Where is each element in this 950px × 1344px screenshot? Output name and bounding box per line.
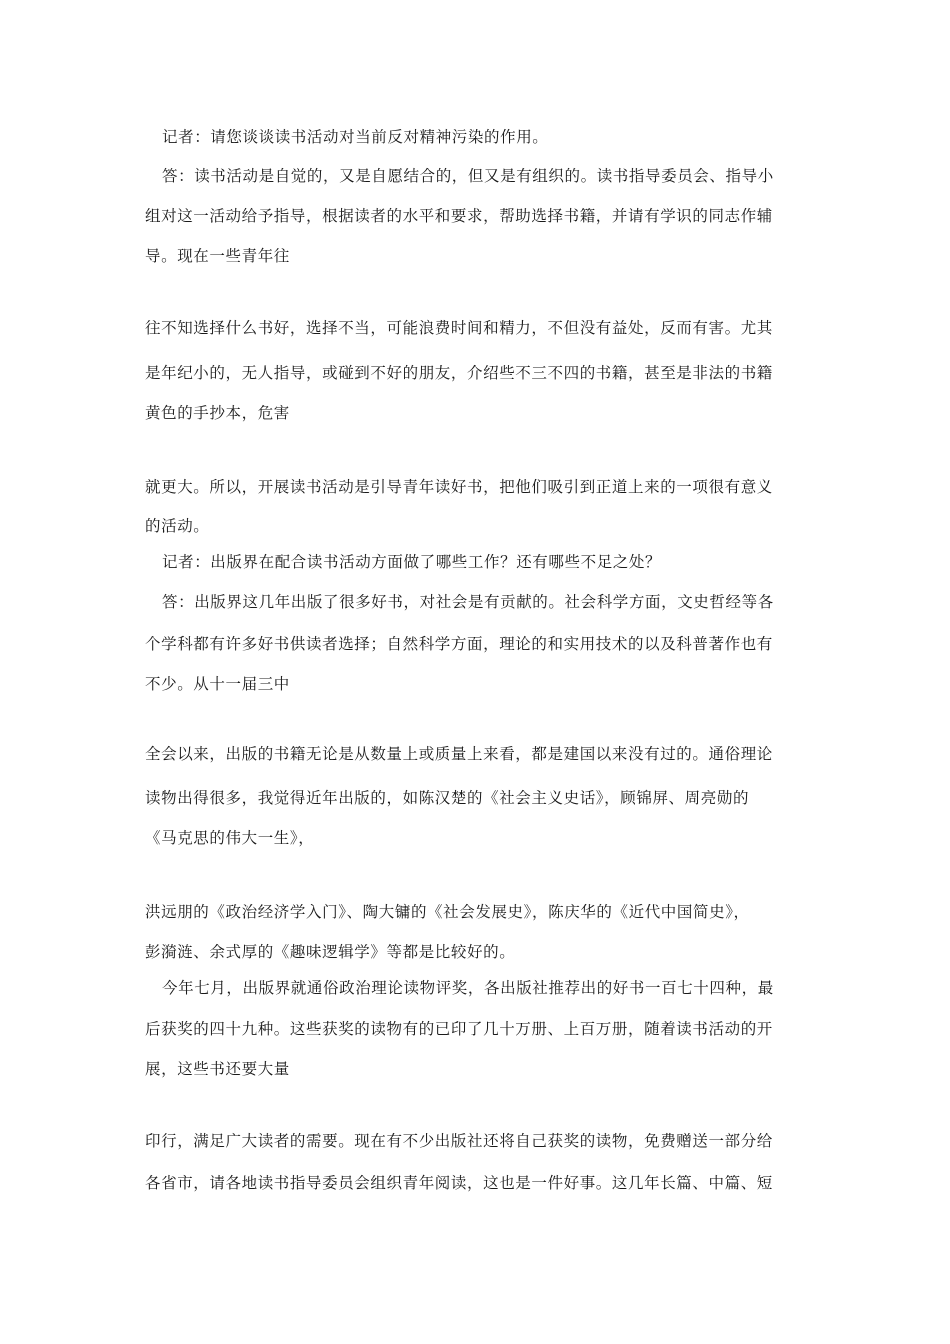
text-line: 全会以来，出版的书籍无论是从数量上或质量上来看，都是建国以来没有过的。通俗理论 — [145, 745, 773, 763]
text-line: 就更大。所以，开展读书活动是引导青年读好书，把他们吸引到正道上来的一项很有意义 — [145, 478, 773, 496]
text-line: 导。现在一些青年往 — [145, 247, 290, 265]
text-line: 个学科都有许多好书供读者选择；自然科学方面，理论的和实用技术的以及科普著作也有 — [145, 635, 773, 653]
text-line: 答：出版界这几年出版了很多好书，对社会是有贡献的。社会科学方面，文史哲经等各 — [162, 593, 774, 611]
text-line: 印行，满足广大读者的需要。现在有不少出版社还将自己获奖的读物，免费赠送一部分给 — [145, 1132, 773, 1150]
text-line: 不少。从十一届三中 — [145, 675, 290, 693]
text-line: 彭漪涟、余式厚的《趣味逻辑学》等都是比较好的。 — [145, 943, 516, 961]
text-line: 读物出得很多，我觉得近年出版的，如陈汉楚的《社会主义史话》，顾锦屏、周亮勋的 — [145, 789, 750, 807]
text-line: 各省市，请各地读书指导委员会组织青年阅读，这也是一件好事。这几年长篇、中篇、短 — [145, 1174, 773, 1192]
text-line: 组对这一活动给予指导，根据读者的水平和要求，帮助选择书籍，并请有学识的同志作辅 — [145, 207, 773, 225]
text-line: 洪远朋的《政治经济学入门》、陶大镛的《社会发展史》，陈庆华的《近代中国简史》， — [145, 903, 750, 921]
text-line: 的活动。 — [145, 517, 210, 535]
text-line: 《马克思的伟大一生》， — [145, 829, 315, 847]
text-line: 后获奖的四十九种。这些获奖的读物有的已印了几十万册、上百万册，随着读书活动的开 — [145, 1020, 773, 1038]
text-line: 记者：出版界在配合读书活动方面做了哪些工作？还有哪些不足之处？ — [162, 553, 662, 571]
text-line: 是年纪小的，无人指导，或碰到不好的朋友，介绍些不三不四的书籍，甚至是非法的书籍 — [145, 364, 773, 382]
text-line: 黄色的手抄本，危害 — [145, 404, 290, 422]
text-line: 展，这些书还要大量 — [145, 1060, 290, 1078]
text-line: 记者：请您谈谈读书活动对当前反对精神污染的作用。 — [162, 128, 549, 146]
text-line: 答：读书活动是自觉的，又是自愿结合的，但又是有组织的。读书指导委员会、指导小 — [162, 167, 774, 185]
text-line: 往不知选择什么书好，选择不当，可能浪费时间和精力，不但没有益处，反而有害。尤其 — [145, 319, 773, 337]
text-line: 今年七月，出版界就通俗政治理论读物评奖，各出版社推荐出的好书一百七十四种，最 — [162, 979, 774, 997]
